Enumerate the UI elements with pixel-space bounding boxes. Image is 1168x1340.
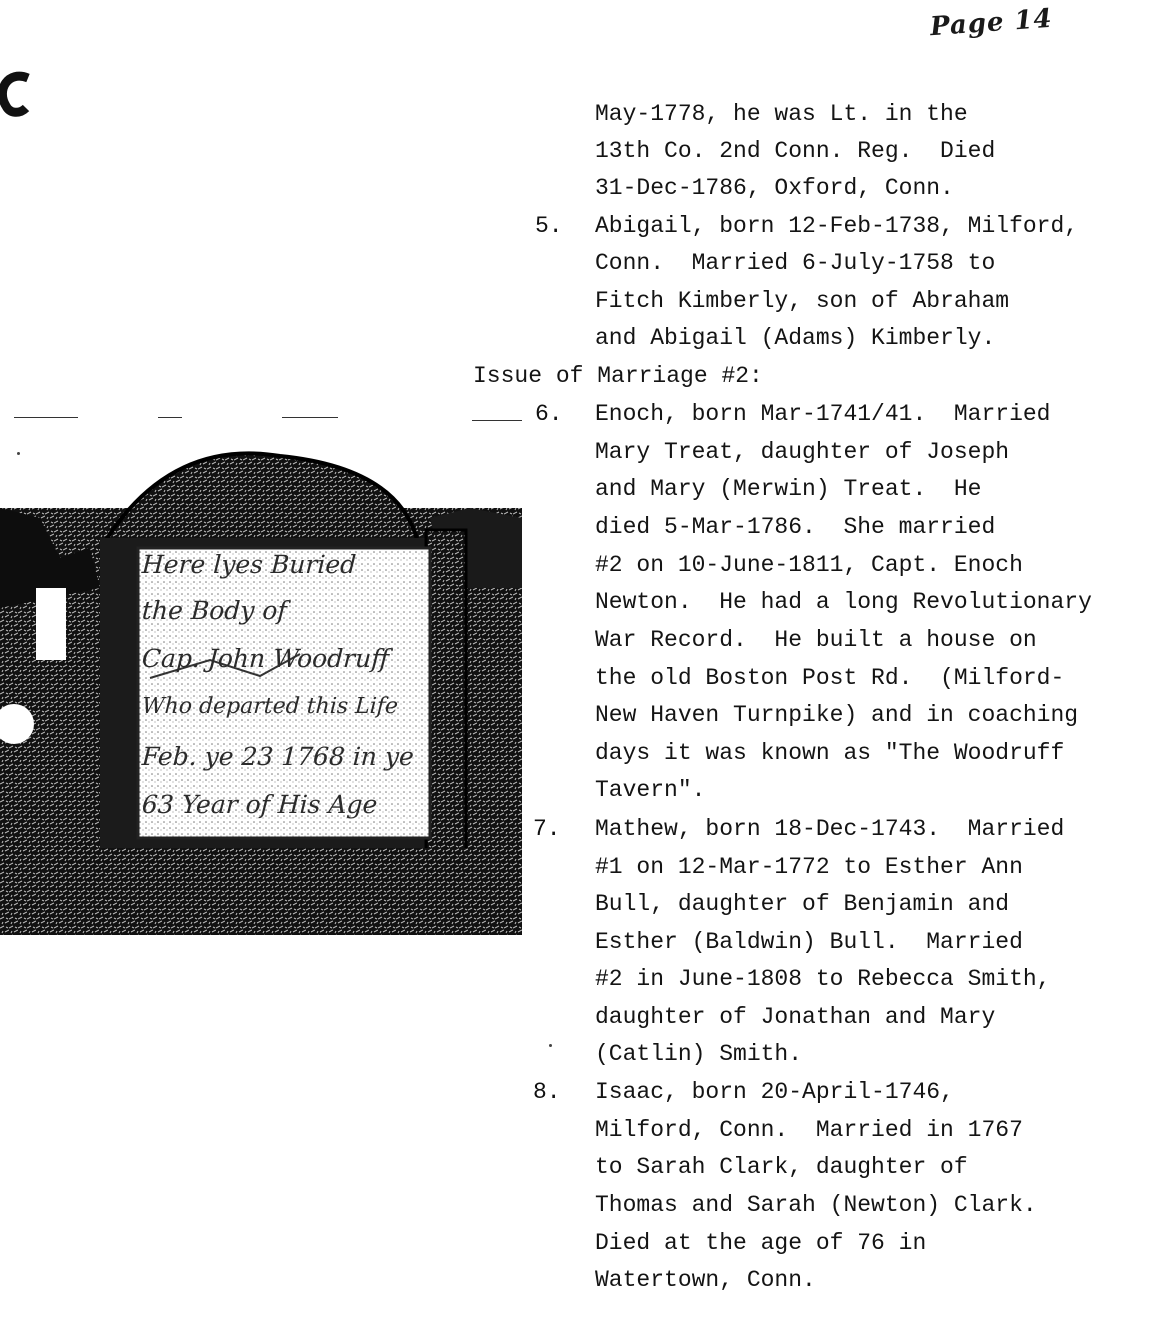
- inscription-line: Feb. ye 23 1768 in ye: [141, 742, 415, 771]
- text-line: daughter of Jonathan and Mary: [595, 1004, 996, 1030]
- text-line: the old Boston Post Rd. (Milford-: [595, 665, 1065, 691]
- text-line: Milford, Conn. Married in 1767: [595, 1117, 1023, 1143]
- entry-number: 7.: [533, 816, 561, 842]
- inscription-line: the Body of: [141, 596, 288, 625]
- text-line: 31-Dec-1786, Oxford, Conn.: [595, 175, 954, 201]
- text-line: Conn. Married 6-July-1758 to: [595, 250, 996, 276]
- inscription-line: Cap. John Woodruff: [141, 644, 390, 673]
- text-line: died 5-Mar-1786. She married: [595, 514, 996, 540]
- text-line: #2 in June-1808 to Rebecca Smith,: [595, 966, 1051, 992]
- text-line: Mary Treat, daughter of Joseph: [595, 439, 1010, 465]
- text-line: Newton. He had a long Revolutionary: [595, 589, 1092, 615]
- entry-number: 8.: [533, 1079, 561, 1105]
- text-line: (Catlin) Smith.: [595, 1041, 803, 1067]
- text-line: War Record. He built a house on: [595, 627, 1037, 653]
- text-line: Watertown, Conn.: [595, 1267, 816, 1293]
- section-heading: Issue of Marriage #2:: [473, 363, 763, 389]
- text-line: Tavern".: [595, 777, 706, 803]
- text-line: Abigail, born 12-Feb-1738, Milford,: [595, 213, 1079, 239]
- inscription-line: 63 Year of His Age: [141, 790, 379, 819]
- text-line: Died at the age of 76 in: [595, 1230, 927, 1256]
- text-line: New Haven Turnpike) and in coaching: [595, 702, 1079, 728]
- inscription-line: Who departed this Life: [141, 694, 399, 719]
- text-line: Bull, daughter of Benjamin and: [595, 891, 1010, 917]
- text-line: May-1778, he was Lt. in the: [595, 101, 968, 127]
- text-line: Fitch Kimberly, son of Abraham: [595, 288, 1010, 314]
- page-number: Page 14: [929, 3, 1054, 43]
- text-line: Enoch, born Mar-1741/41. Married: [595, 401, 1051, 427]
- text-line: 13th Co. 2nd Conn. Reg. Died: [595, 138, 996, 164]
- entry-number: 6.: [535, 401, 563, 427]
- text-line: days it was known as "The Woodruff: [595, 740, 1065, 766]
- text-line: and Mary (Merwin) Treat. He: [595, 476, 982, 502]
- text-line: to Sarah Clark, daughter of: [595, 1154, 968, 1180]
- text-line: Thomas and Sarah (Newton) Clark.: [595, 1192, 1037, 1218]
- text-line: #1 on 12-Mar-1772 to Esther Ann: [595, 854, 1023, 880]
- text-line: Esther (Baldwin) Bull. Married: [595, 929, 1023, 955]
- entry-number: 5.: [535, 213, 563, 239]
- text-line: #2 on 10-June-1811, Capt. Enoch: [595, 552, 1023, 578]
- text-line: Isaac, born 20-April-1746,: [595, 1079, 954, 1105]
- inscription-line: Here lyes Buried: [141, 550, 357, 579]
- text-line: and Abigail (Adams) Kimberly.: [595, 325, 996, 351]
- text-line: Mathew, born 18-Dec-1743. Married: [595, 816, 1065, 842]
